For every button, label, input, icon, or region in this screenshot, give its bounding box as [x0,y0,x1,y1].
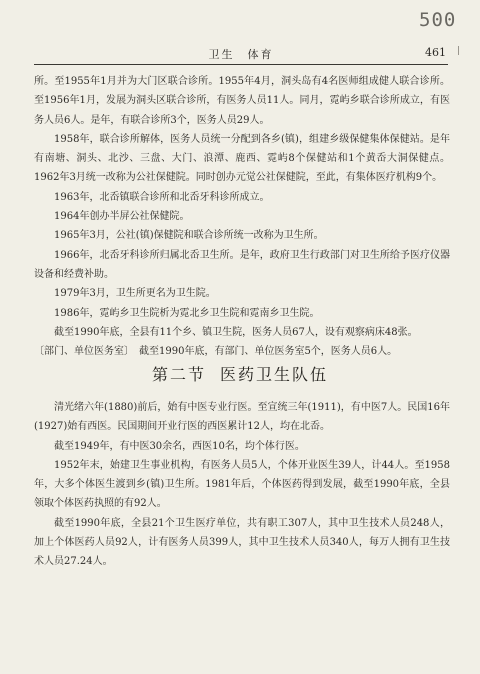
paragraph: 1963年，北岙镇联合诊所和北岙牙科诊所成立。 [54,191,270,203]
paragraph: 1965年3月，公社(镇)保健院和联合诊所统一改称为卫生所。 [54,230,324,242]
paragraph: 截至1990年底，全县21个卫生医疗单位，共有职工307人，其中卫生技术人员248人，加上个体医药人员92人，计有医务人员399人，其中卫生技术人员340人，每万人拥有卫生技术人员27.24人。 [34,517,450,568]
paragraph: 1966年，北岙牙科诊所归属北岙卫生所。是年，政府卫生行政部门对卫生所给予医疗仪器设备和经费补助。 [34,249,450,280]
paragraph: 1958年，联合诊所解体，医务人员统一分配到各乡(镇)，组建乡级保健集体保健站。是年有南塘、洞头、北沙、三盘、大门、浪潭、鹿西、霓屿8个保健站和1个黄岙大洞保健点。1962年3月统一改称为公社保健院。同时创办元觉公社保健院，至此，有集体医疗机构9个。 [34,133,450,184]
section-number: 第二节 [151,365,206,384]
page-number: 461 [425,46,446,59]
paragraph: 1986年，霓屿乡卫生院析为霓北乡卫生院和霓南乡卫生院。 [54,307,320,319]
section-2-body [34,398,450,572]
page-stamp-number: 500 [419,9,457,31]
section-title: 医药卫生队伍 [220,365,329,384]
paragraph: 截至1990年底，全县有11个乡、镇卫生院，医务人员67人，设有观察病床48张。 [54,326,418,338]
paragraph: 1964年创办半屏公社保健院。 [54,211,190,223]
paragraph: 所。至1955年1月并为大门区联合诊所。1955年4月，洞头岛有4名医师组成健人联合诊所。至1956年1月，发展为洞头区联合诊所，有医务人员11人。同月，霓屿乡联合诊所成立，有医务人员6人。是年，有联合诊所3个，医务人员29人。 [34,76,450,126]
paragraph: 〔部门、单位医务室〕 截至1990年底，有部门、单位医务室5个，医务人员6人。 [34,346,398,358]
page-header [34,44,448,65]
running-title: 卫生 体育 [208,48,274,61]
paragraph: 清光绪六年(1880)前后，始有中医专业行医。至宣统三年(1911)，有中医7人。民国16年(1927)始有西医。民国期间开业行医的西医累计12人，均在北岙。 [34,402,450,433]
section-heading [0,362,480,385]
paragraph: 1979年3月，卫生所更名为卫生院。 [54,288,216,300]
section-1-body [34,72,450,361]
page-edge-mark [458,46,459,55]
paragraph: 截至1949年，有中医30余名，西医10名，均个体行医。 [54,440,305,452]
paragraph: 1952年末，始建卫生事业机构，有医务人员5人，个体开业医生39人，计44人。至1958年，大多个体医生渡到乡(镇)卫生所。1981年后，个体医药得到发展，截至1990年底，全县领取个体医药执照的有92人。 [34,459,450,510]
